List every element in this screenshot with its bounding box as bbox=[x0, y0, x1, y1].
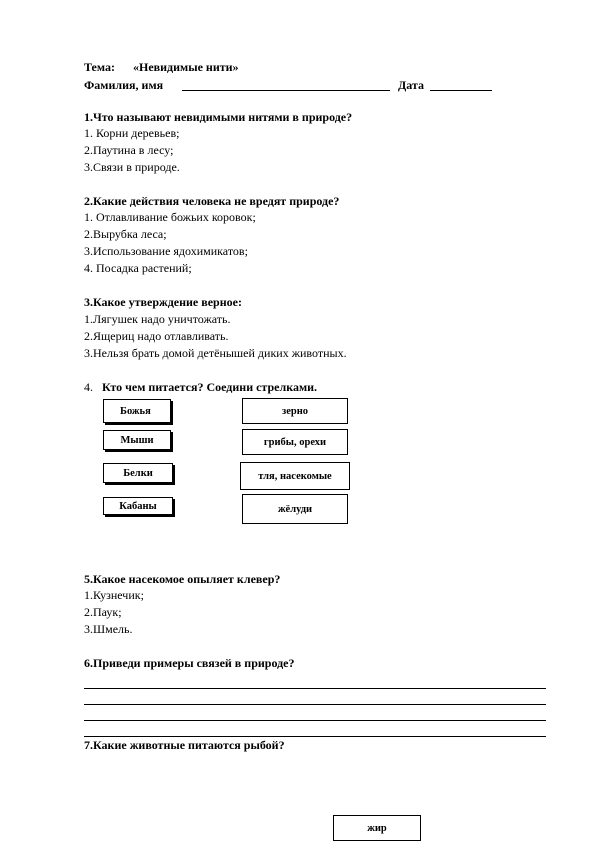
question-2-title: 2.Какие действия человека не вредят природе? bbox=[84, 194, 340, 208]
question-1-title: 1.Что называют невидимыми нитями в природе? bbox=[84, 110, 353, 124]
question-5-option: 3.Шмель. bbox=[84, 622, 133, 636]
match-extra-box[interactable]: жир bbox=[333, 815, 421, 841]
match-left-box[interactable]: Божья bbox=[103, 399, 171, 423]
question-3-option: 2.Ящериц надо отлавливать. bbox=[84, 329, 229, 343]
question-2-option: 3.Использование ядохимикатов; bbox=[84, 244, 248, 258]
match-right-box[interactable]: зерно bbox=[242, 398, 348, 424]
date-field[interactable] bbox=[430, 90, 492, 91]
question-2-option: 4. Посадка растений; bbox=[84, 261, 192, 275]
question-5-option: 1.Кузнечик; bbox=[84, 588, 144, 602]
topic-label: Тема: bbox=[84, 60, 115, 74]
match-left-box[interactable]: Мыши bbox=[103, 430, 171, 450]
question-4-title: Кто чем питается? Соедини стрелками. bbox=[102, 380, 318, 394]
name-field[interactable] bbox=[182, 90, 390, 91]
question-4-number: 4. bbox=[84, 380, 93, 394]
match-right-box[interactable]: тля, насекомые bbox=[240, 462, 350, 490]
question-1-option: 1. Корни деревьев; bbox=[84, 126, 180, 140]
question-2-option: 1. Отлавливание божьих коровок; bbox=[84, 210, 256, 224]
question-7-title: 7.Какие животные питаются рыбой? bbox=[84, 738, 285, 752]
question-3-title: 3.Какое утверждение верное: bbox=[84, 295, 242, 309]
name-label: Фамилия, имя bbox=[84, 78, 164, 92]
question-5-title: 5.Какое насекомое опыляет клевер? bbox=[84, 572, 281, 586]
question-5-option: 2.Паук; bbox=[84, 605, 122, 619]
match-right-box[interactable]: жёлуди bbox=[242, 494, 348, 524]
date-label: Дата bbox=[398, 78, 424, 92]
answer-line[interactable] bbox=[84, 736, 546, 737]
match-left-box[interactable]: Кабаны bbox=[103, 497, 173, 515]
question-2-option: 2.Вырубка леса; bbox=[84, 227, 167, 241]
question-1-option: 2.Паутина в лесу; bbox=[84, 143, 174, 157]
topic-value: «Невидимые нити» bbox=[133, 60, 239, 74]
question-1-option: 3.Связи в природе. bbox=[84, 160, 180, 174]
question-3-option: 3.Нельзя брать домой детёнышей диких животных. bbox=[84, 346, 347, 360]
answer-line[interactable] bbox=[84, 688, 546, 689]
match-right-box[interactable]: грибы, орехи bbox=[242, 429, 348, 455]
question-6-title: 6.Приведи примеры связей в природе? bbox=[84, 656, 295, 670]
match-left-box[interactable]: Белки bbox=[103, 463, 173, 483]
answer-line[interactable] bbox=[84, 720, 546, 721]
question-3-option: 1.Лягушек надо уничтожать. bbox=[84, 312, 231, 326]
answer-line[interactable] bbox=[84, 704, 546, 705]
